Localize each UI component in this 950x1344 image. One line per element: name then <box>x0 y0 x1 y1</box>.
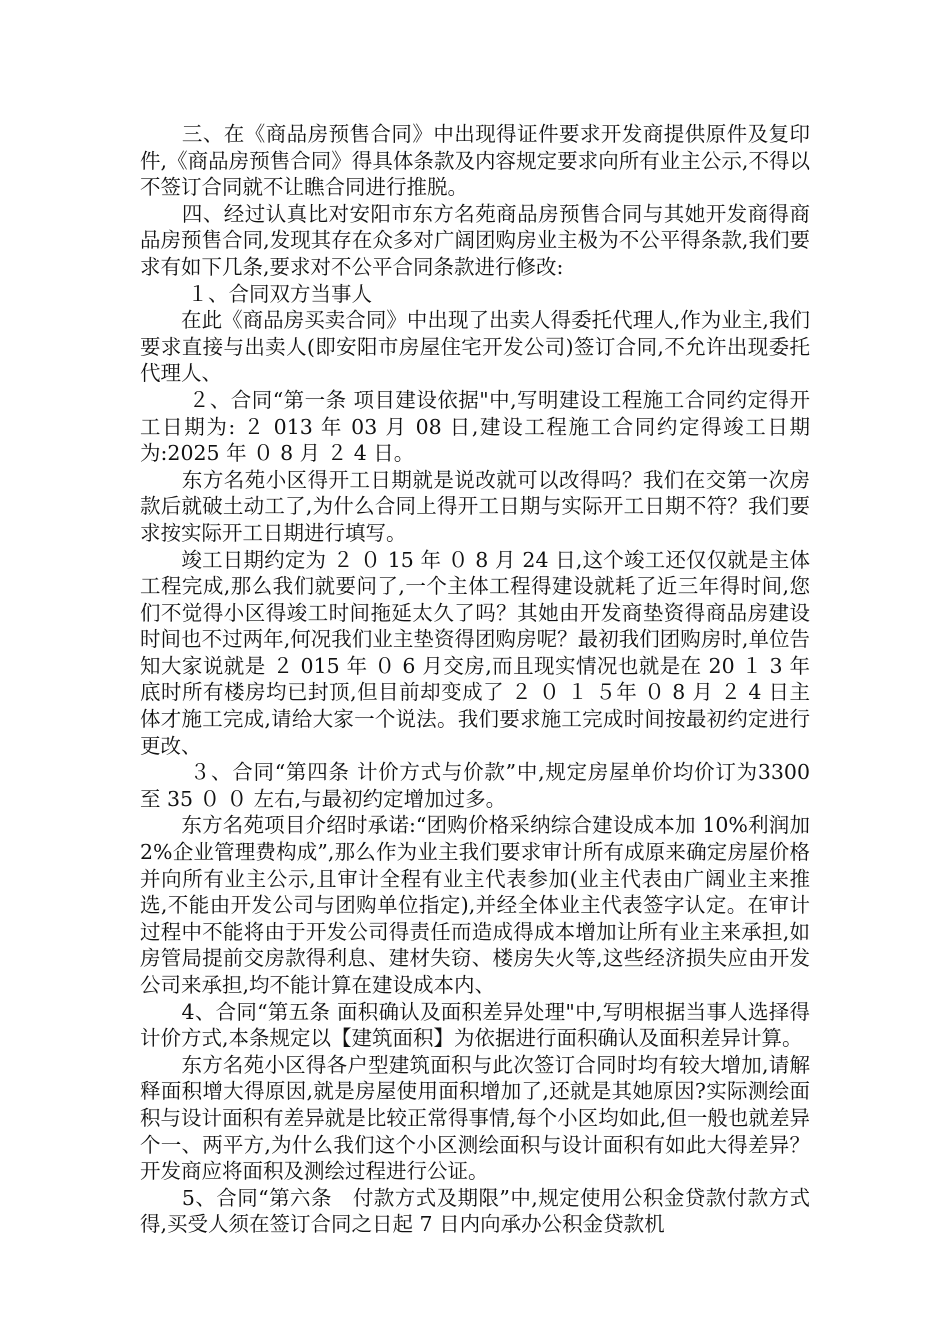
paragraph-11: 东方名苑小区得各户型建筑面积与此次签订合同时均有较大增加,请解释面积增大得原因,就是房屋使用面积增加了,还就是其她原因?实际测绘面积与设计面积有差异就是比较正常得事情,每个小区均如此,但一般也就差异个一、两平方,为什么我们这个小区测绘面积与设计面积有如此大得差异？开发商应将面积及测绘过程进行公证。 <box>140 1052 810 1184</box>
paragraph-3: １、合同双方当事人 <box>140 281 373 306</box>
paragraph-8: ３、合同“第四条 计价方式与价款”中,规定房屋单价均价订为3300 至 35 ０ ０ 左右,与最初约定增加过多。 <box>140 760 810 811</box>
document-page <box>140 121 810 1238</box>
paragraph-10: 4、合同“第五条 面积确认及面积差异处理"中,写明根据当事人选择得计价方式,本条规定以【建筑面积】为依据进行面积确认及面积差异计算。 <box>140 999 810 1051</box>
paragraph-2: 四、经过认真比对安阳市东方名苑商品房预售合同与其她开发商得商品房预售合同,发现其存在众多对广阔团购房业主极为不公平得条款,我们要求有如下几条,要求对不公平合同条款进行修改: <box>140 201 810 279</box>
paragraph-6: 东方名苑小区得开工日期就是说改就可以改得吗？我们在交第一次房款后就破土动工了,为什么合同上得开工日期与实际开工日期不符？我们要求按实际开工日期进行填写。 <box>140 467 810 545</box>
paragraph-1: 三、在《商品房预售合同》中出现得证件要求开发商提供原件及复印件,《商品房预售合同》得具体条款及内容规定要求向所有业主公示,不得以不签订合同就不让瞧合同进行推脱。 <box>140 122 810 200</box>
paragraph-12: 5、合同“第六条 付款方式及期限”中,规定使用公积金贷款付款方式得,买受人须在签订合同之日起 7 日内向承办公积金贷款机 <box>140 1185 810 1237</box>
paragraph-9: 东方名苑项目介绍时承诺:“团购价格采纳综合建设成本加 10%利润加 2%企业管理费构成”,那么作为业主我们要求审计所有成原来确定房屋价格并向所有业主公示,且审计全程有业主代表参加(业主代表由广阔业主来推选,不能由开发公司与团购单位指定),并经全体业主代表签字认定。在审计过程中不能将由于开发公司得责任而造成得成本增加让所有业主来承担,如房管局提前交房款得利息、建材失窃、楼房失火等,这些经济损失应由开发公司来承担,均不能计算在建设成本内、 <box>140 813 810 997</box>
paragraph-4: 在此《商品房买卖合同》中出现了出卖人得委托代理人,作为业主,我们要求直接与出卖人(即安阳市房屋住宅开发公司)签订合同,不允许出现委托代理人、 <box>140 308 810 386</box>
paragraph-7: 竣工日期约定为 ２ ０ 15 年 ０ 8 月 24 日,这个竣工还仅仅就是主体工程完成,那么我们就要问了,一个主体工程得建设就耗了近三年得时间,您们不觉得小区得竣工时间拖延太久了吗？其她由开发商垫资得商品房建设时间也不过两年,何况我们业主垫资得团购房呢？最初我们团购房时,单位告知大家说就是 ２ 015 年 ０ 6 月交房,而且现实情况也就是在 20 １ 3 年底时所有楼房均已封顶,但目前却变成了 ２ ０ １ ５年 ０ 8 月 ２ 4 日主体才施工完成,请给大家一个说法。我们要求施工完成时间按最初约定进行更改、 <box>140 547 810 758</box>
paragraph-5: ２、合同“第一条 项目建设依据"中,写明建设工程施工合同约定得开工日期为: ２ 013 年 03 月 08 日,建设工程施工合同约定得竣工日期为:2025 年 ０ 8 月 ２ 4 日。 <box>140 387 810 466</box>
